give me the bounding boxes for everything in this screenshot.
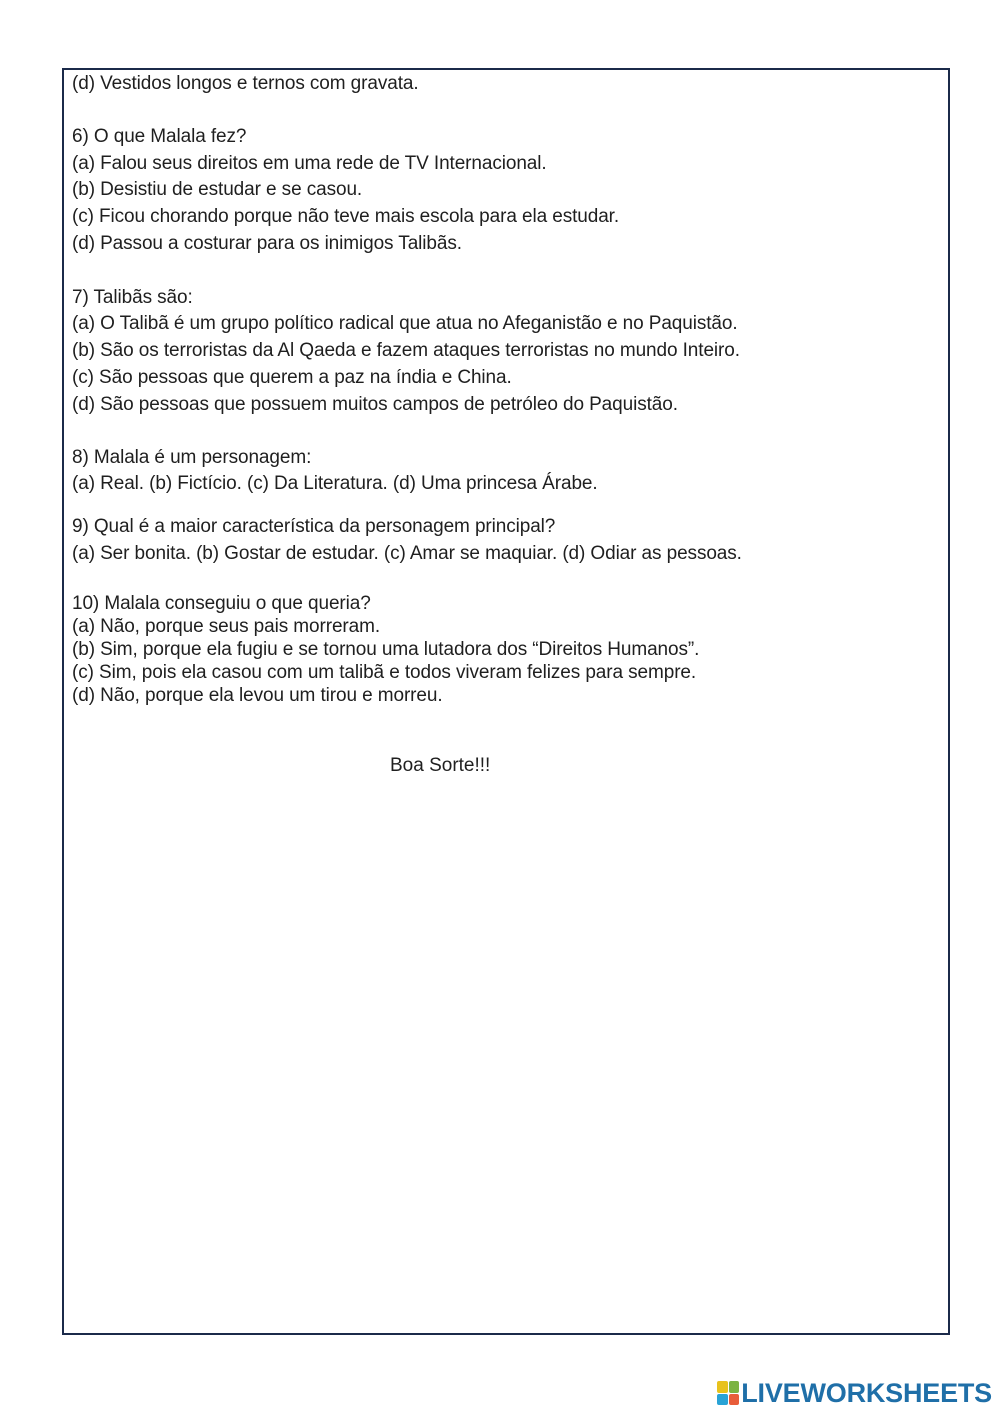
closing-message: Boa Sorte!!! <box>390 755 491 776</box>
question-5-option-d: (d) Vestidos longos e ternos com gravata. <box>72 73 419 94</box>
question-6-option-a: (a) Falou seus direitos em uma rede de TV Internacional. <box>72 153 547 174</box>
question-7-option-a: (a) O Talibã é um grupo político radical que atua no Afeganistão e no Paquistão. <box>72 313 738 334</box>
question-10-option-d: (d) Não, porque ela levou um tirou e morreu. <box>72 685 443 706</box>
question-10-option-b: (b) Sim, porque ela fugiu e se tornou uma lutadora dos “Direitos Humanos”. <box>72 639 700 660</box>
question-6-option-c: (c) Ficou chorando porque não teve mais escola para ela estudar. <box>72 206 620 227</box>
question-6-option-d: (d) Passou a costurar para os inimigos Talibãs. <box>72 233 462 254</box>
question-6-option-b: (b) Desistiu de estudar e se casou. <box>72 179 363 200</box>
question-8-options: (a) Real. (b) Fictício. (c) Da Literatura. (d) Uma princesa Árabe. <box>72 473 598 494</box>
brand-name: LIVEWORKSHEETS <box>741 1377 992 1408</box>
liveworksheets-brand[interactable] <box>717 1377 992 1409</box>
question-7-option-d: (d) São pessoas que possuem muitos campos de petróleo do Paquistão. <box>72 394 678 415</box>
question-6-title: 6) O que Malala fez? <box>72 126 247 147</box>
question-7-title: 7) Talibãs são: <box>72 287 193 308</box>
question-7-option-b: (b) São os terroristas da Al Qaeda e fazem ataques terroristas no mundo Inteiro. <box>72 340 740 361</box>
question-9-title: 9) Qual é a maior característica da personagem principal? <box>72 516 556 537</box>
question-10-title: 10) Malala conseguiu o que queria? <box>72 593 371 614</box>
question-10-option-c: (c) Sim, pois ela casou com um talibã e todos viveram felizes para sempre. <box>72 662 697 683</box>
question-8-title: 8) Malala é um personagem: <box>72 447 312 468</box>
question-9-options: (a) Ser bonita. (b) Gostar de estudar. (c) Amar se maquiar. (d) Odiar as pessoas. <box>72 543 742 564</box>
liveworksheets-logo-icon <box>717 1381 739 1405</box>
question-10-option-a: (a) Não, porque seus pais morreram. <box>72 616 381 637</box>
question-7-option-c: (c) São pessoas que querem a paz na índia e China. <box>72 367 512 388</box>
